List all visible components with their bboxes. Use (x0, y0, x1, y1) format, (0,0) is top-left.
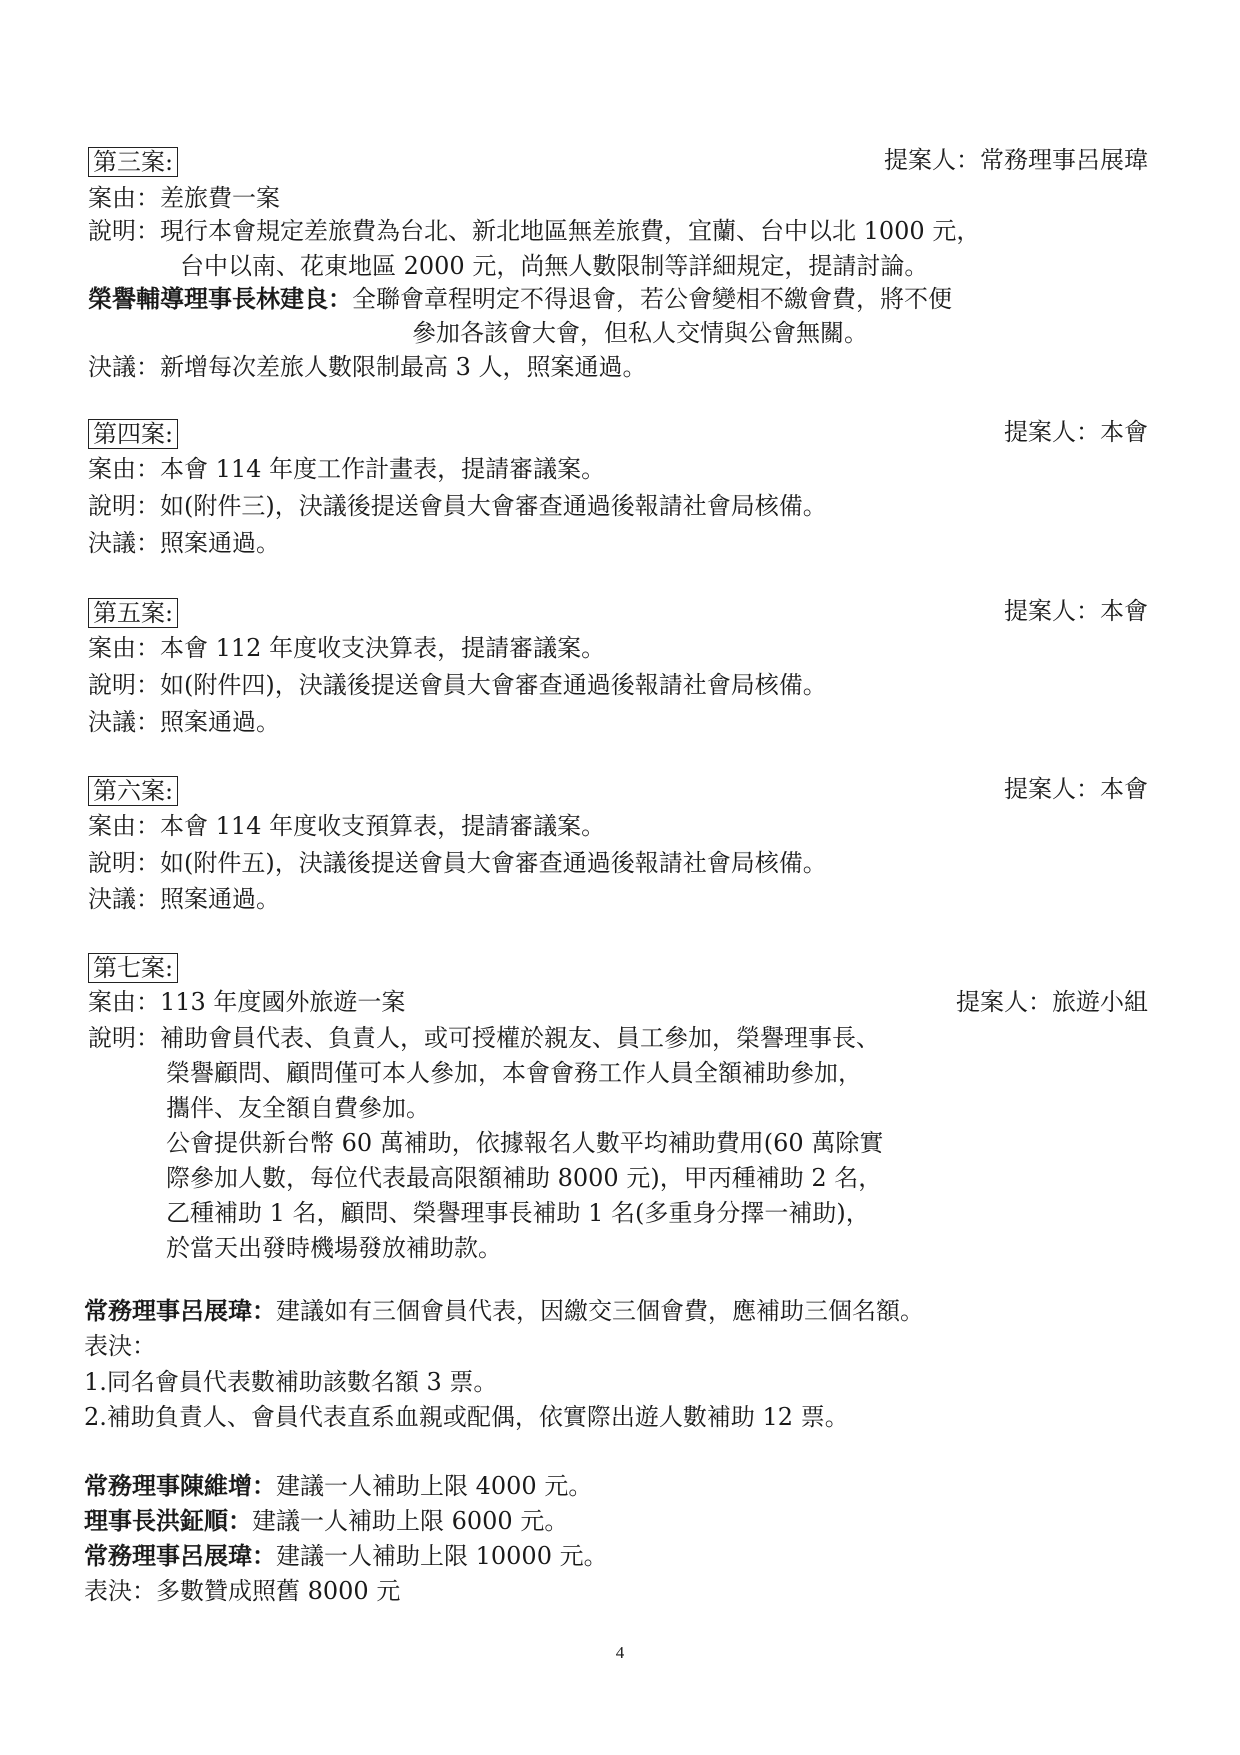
case4-desc: 說明：如(附件三)，決議後提送會員大會審查通過後報請社會局核備。 (88, 492, 827, 520)
case5-resolution: 決議：照案通過。 (88, 708, 280, 736)
case6-resolution: 決議：照案通過。 (88, 885, 280, 913)
case7-vote-label: 表決： (84, 1332, 156, 1360)
case3-speech-line1 (88, 283, 952, 315)
case5-label: 第五案: (88, 598, 178, 628)
case7-discussion (84, 1295, 924, 1327)
case3-desc-line2: 台中以南、花東地區 2000 元，尚無人數限制等詳細規定，提請討論。 (180, 252, 929, 280)
case4-resolution: 決議：照案通過。 (88, 529, 280, 557)
case7-vote-option1: 1.同名會員代表數補助該數名額 3 票。 (84, 1368, 498, 1396)
case3-reason: 案由：差旅費一案 (88, 184, 280, 212)
case7-desc-line1: 說明：補助會員代表、負責人，或可授權於親友、員工參加，榮譽理事長、 (88, 1024, 880, 1052)
case7-vote-option2: 2.補助負責人、會員代表直系血親或配偶，依實際出遊人數補助 12 票。 (84, 1403, 849, 1431)
case7-desc-line4: 公會提供新台幣 60 萬補助，依據報名人數平均補助費用(60 萬除實 (166, 1129, 884, 1157)
case7-suggestion2-speaker: 理事長洪鉦順： (84, 1506, 252, 1535)
case5-reason: 案由：本會 112 年度收支決算表，提請審議案。 (88, 634, 606, 662)
case7-heading (88, 952, 178, 984)
case3-heading (88, 146, 178, 178)
case6-reason: 案由：本會 114 年度收支預算表，提請審議案。 (88, 812, 606, 840)
case7-desc-line6: 乙種補助 1 名，顧問、榮譽理事長補助 1 名(多重身分擇一補助)， (166, 1199, 870, 1227)
case6-proposer: 提案人：本會 (1004, 775, 1148, 803)
case7-suggestion2-text: 建議一人補助上限 6000 元。 (252, 1507, 569, 1535)
case6-label: 第六案: (88, 776, 178, 806)
case7-suggestion3 (84, 1540, 608, 1572)
case7-desc-line7: 於當天出發時機場發放補助款。 (166, 1234, 502, 1262)
case6-desc: 說明：如(附件五)，決議後提送會員大會審查通過後報請社會局核備。 (88, 849, 827, 877)
case7-suggestion1-speaker: 常務理事陳維增： (84, 1471, 276, 1500)
case5-proposer: 提案人：本會 (1004, 597, 1148, 625)
case4-reason: 案由：本會 114 年度工作計畫表，提請審議案。 (88, 455, 606, 483)
case7-desc-line2: 榮譽顧問、顧問僅可本人參加，本會會務工作人員全額補助參加， (166, 1059, 862, 1087)
case3-label: 第三案: (88, 147, 178, 177)
case7-suggestion1 (84, 1470, 592, 1502)
case7-final-vote: 表決：多數贊成照舊 8000 元 (84, 1577, 401, 1605)
case3-desc-line1: 說明：現行本會規定差旅費為台北、新北地區無差旅費，宜蘭、台中以北 1000 元， (88, 217, 981, 245)
case7-suggestion1-text: 建議一人補助上限 4000 元。 (276, 1472, 593, 1500)
case3-speech-text: 全聯會章程明定不得退會，若公會變相不繳會費，將不便 (352, 285, 952, 313)
case4-label: 第四案: (88, 419, 178, 449)
case7-desc-line3: 攜伴、友全額自費參加。 (166, 1094, 430, 1122)
case7-reason: 案由：113 年度國外旅遊一案 (88, 988, 406, 1016)
case3-speech-line2: 參加各該會大會，但私人交情與公會無關。 (412, 319, 868, 347)
case7-discussion-text: 建議如有三個會員代表，因繳交三個會費，應補助三個名額。 (276, 1297, 924, 1325)
case7-suggestion3-speaker: 常務理事呂展瑋： (84, 1541, 276, 1570)
case7-suggestion3-text: 建議一人補助上限 10000 元。 (276, 1542, 608, 1570)
case7-desc-line5: 際參加人數，每位代表最高限額補助 8000 元)，甲丙種補助 2 名， (166, 1164, 883, 1192)
case7-discussion-speaker: 常務理事呂展瑋： (84, 1296, 276, 1325)
case4-heading (88, 418, 178, 450)
case5-desc: 說明：如(附件四)，決議後提送會員大會審查通過後報請社會局核備。 (88, 671, 827, 699)
case3-speaker: 榮譽輔導理事長林建良： (88, 284, 352, 313)
case7-suggestion2 (84, 1505, 568, 1537)
case7-label: 第七案: (88, 953, 178, 983)
page-number: 4 (615, 1643, 625, 1662)
case3-proposer: 提案人：常務理事呂展瑋 (884, 146, 1148, 174)
case7-proposer: 提案人：旅遊小組 (956, 988, 1148, 1016)
case5-heading (88, 597, 178, 629)
case4-proposer: 提案人：本會 (1004, 418, 1148, 446)
case3-resolution: 決議：新增每次差旅人數限制最高 3 人，照案通過。 (88, 353, 647, 381)
case6-heading (88, 775, 178, 807)
